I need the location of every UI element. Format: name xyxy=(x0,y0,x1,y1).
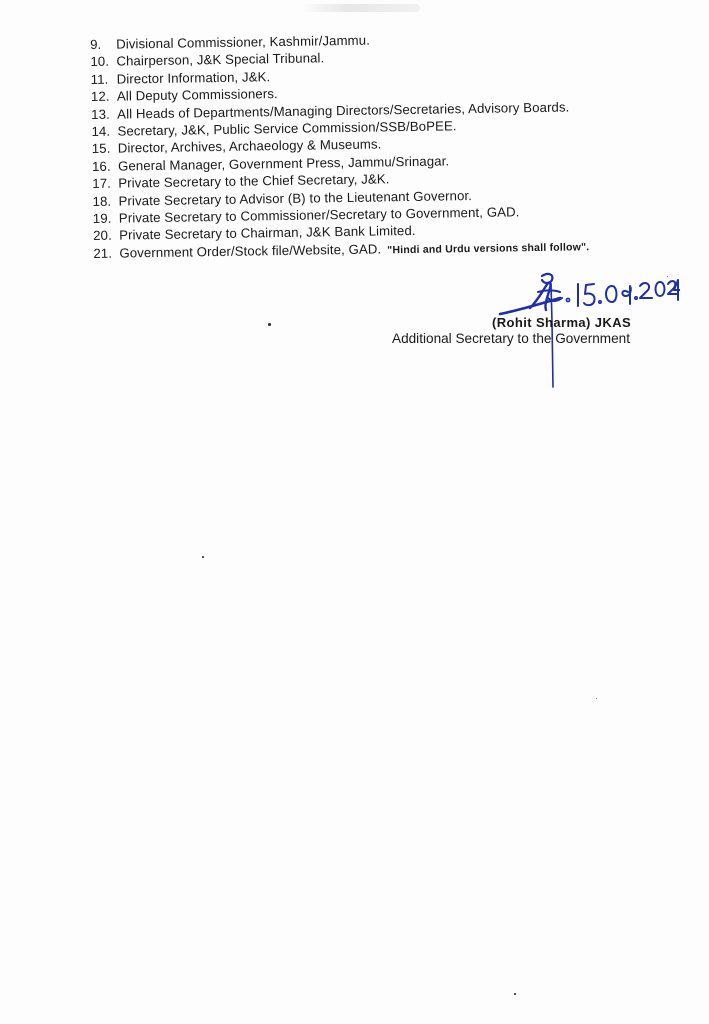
scan-speck xyxy=(268,323,271,326)
item-text: Private Secretary to the Chief Secretary, J&K. xyxy=(118,171,390,191)
item-text: Private Secretary to Commissioner/Secretary to Government, GAD. xyxy=(118,204,520,226)
signer-name: (Rohit Sharma) JKAS xyxy=(492,315,632,330)
scan-speck xyxy=(202,556,204,558)
faded-header-bleedthrough xyxy=(300,4,420,12)
item-number: 12. xyxy=(90,88,110,105)
item-number: 10. xyxy=(90,54,110,70)
item-text: Chairperson, J&K Special Tribunal. xyxy=(116,50,325,69)
item-number: 9. xyxy=(90,36,102,52)
signature-block xyxy=(380,262,680,392)
scan-speck xyxy=(596,698,597,699)
item-text: Divisional Commissioner, Kashmir/Jammu. xyxy=(116,32,371,52)
item-number: 21. xyxy=(93,245,113,261)
item-number: 16. xyxy=(91,158,111,174)
item-text: General Manager, Government Press, Jammu/Srinagar. xyxy=(117,153,450,174)
language-note: "Hindi and Urdu versions shall follow". xyxy=(387,240,590,257)
item-number: 19. xyxy=(92,210,112,226)
item-number: 11. xyxy=(90,71,109,87)
item-text: Government Order/Stock file/Website, GAD. xyxy=(119,241,382,261)
distribution-list xyxy=(90,27,673,262)
item-text: All Heads of Departments/Managing Directors/Secretaries, Advisory Boards. xyxy=(117,99,570,122)
item-text: Director Information, J&K. xyxy=(116,68,271,87)
item-text: Director, Archives, Archaeology & Museums. xyxy=(117,136,382,156)
scan-speck xyxy=(514,993,516,995)
signer-designation: Additional Secretary to the Government xyxy=(392,331,631,346)
item-number: 18. xyxy=(92,193,112,209)
item-number: 20. xyxy=(93,227,112,244)
item-number: 17. xyxy=(92,175,112,192)
item-text: Private Secretary to Advisor (B) to the Lieutenant Governor. xyxy=(118,187,473,209)
item-number: 15. xyxy=(91,141,111,157)
item-number: 13. xyxy=(91,106,110,122)
item-text: All Deputy Commissioners. xyxy=(116,86,278,104)
item-text: Secretary, J&K, Public Service Commission/SSB/BoPEE. xyxy=(117,118,457,139)
item-number: 14. xyxy=(91,123,111,139)
item-text: Private Secretary to Chairman, J&K Bank Limited. xyxy=(119,223,416,243)
